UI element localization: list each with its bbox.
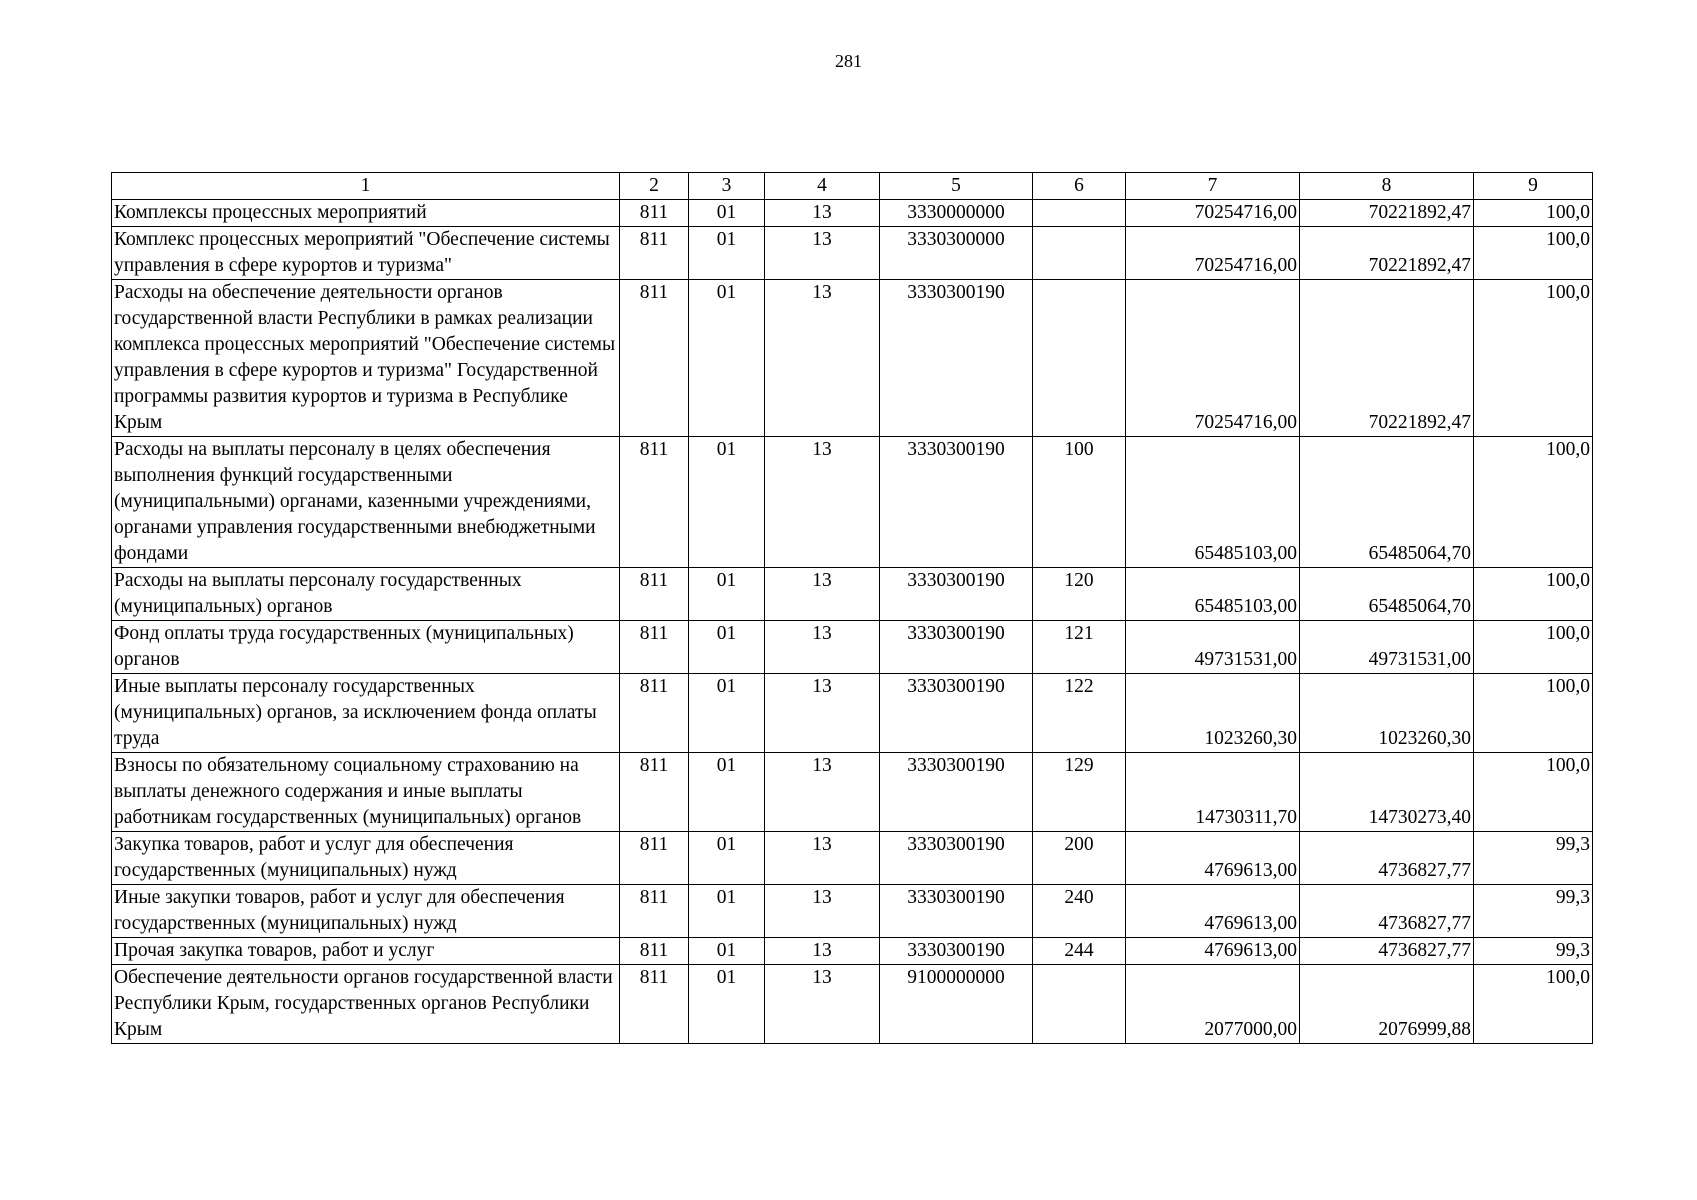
row-executed: 70221892,47: [1300, 227, 1474, 280]
table-row: [112, 965, 1593, 1044]
row-glava: 811: [620, 965, 689, 1044]
row-executed: 1023260,30: [1300, 674, 1474, 753]
row-executed: 4736827,77: [1300, 832, 1474, 885]
row-percent: 100,0: [1474, 200, 1593, 227]
row-glava: 811: [620, 200, 689, 227]
row-glava: 811: [620, 227, 689, 280]
row-executed: 70221892,47: [1300, 280, 1474, 437]
row-pr: 13: [765, 753, 880, 832]
row-pr: 13: [765, 280, 880, 437]
row-rz: 01: [689, 753, 765, 832]
row-vr: 129: [1033, 753, 1126, 832]
row-executed: 4736827,77: [1300, 885, 1474, 938]
table-row: [112, 227, 1593, 280]
row-rz: 01: [689, 885, 765, 938]
row-pr: 13: [765, 885, 880, 938]
row-percent: 100,0: [1474, 753, 1593, 832]
row-percent: 100,0: [1474, 674, 1593, 753]
row-rz: 01: [689, 621, 765, 674]
row-planned: 49731531,00: [1126, 621, 1300, 674]
row-vr: 100: [1033, 437, 1126, 568]
row-csr: 3330300190: [880, 621, 1033, 674]
row-pr: 13: [765, 568, 880, 621]
row-vr: [1033, 965, 1126, 1044]
row-glava: 811: [620, 568, 689, 621]
table-body: [112, 200, 1593, 1044]
row-csr: 9100000000: [880, 965, 1033, 1044]
row-csr: 3330300190: [880, 938, 1033, 965]
row-rz: 01: [689, 938, 765, 965]
row-vr: 200: [1033, 832, 1126, 885]
row-vr: 240: [1033, 885, 1126, 938]
row-planned: 65485103,00: [1126, 568, 1300, 621]
row-percent: 100,0: [1474, 965, 1593, 1044]
row-name: Иные закупки товаров, работ и услуг для обеспечения государственных (муниципальных) нужд: [112, 885, 620, 938]
row-csr: 3330300190: [880, 674, 1033, 753]
budget-table: [111, 172, 1593, 1044]
page-number: 281: [835, 51, 862, 71]
row-rz: 01: [689, 280, 765, 437]
row-glava: 811: [620, 938, 689, 965]
row-csr: 3330300190: [880, 568, 1033, 621]
table-row: [112, 568, 1593, 621]
row-planned: 2077000,00: [1126, 965, 1300, 1044]
row-planned: 4769613,00: [1126, 832, 1300, 885]
header-col-5: 5: [880, 173, 1033, 200]
row-glava: 811: [620, 437, 689, 568]
row-name: Иные выплаты персоналу государственных (муниципальных) органов, за исключением фонда оплаты труда: [112, 674, 620, 753]
row-vr: 121: [1033, 621, 1126, 674]
row-rz: 01: [689, 832, 765, 885]
row-executed: 65485064,70: [1300, 568, 1474, 621]
row-name: Расходы на выплаты персоналу государственных (муниципальных) органов: [112, 568, 620, 621]
row-vr: [1033, 280, 1126, 437]
row-name: Расходы на выплаты персоналу в целях обеспечения выполнения функций государственными (муниципальными) органами, казенными учреждениями, органами управления государственными внебюджетными фондами: [112, 437, 620, 568]
row-planned: 70254716,00: [1126, 200, 1300, 227]
row-percent: 100,0: [1474, 568, 1593, 621]
header-col-8: 8: [1300, 173, 1474, 200]
row-csr: 3330300190: [880, 753, 1033, 832]
row-planned: 4769613,00: [1126, 938, 1300, 965]
row-name: Комплекс процессных мероприятий "Обеспечение системы управления в сфере курортов и туризма": [112, 227, 620, 280]
row-name: Обеспечение деятельности органов государственной власти Республики Крым, государственных органов Республики Крым: [112, 965, 620, 1044]
row-rz: 01: [689, 200, 765, 227]
table-header: [112, 173, 1593, 200]
header-row: [112, 173, 1593, 200]
row-csr: 3330300190: [880, 280, 1033, 437]
row-planned: 65485103,00: [1126, 437, 1300, 568]
row-glava: 811: [620, 753, 689, 832]
row-percent: 100,0: [1474, 227, 1593, 280]
header-col-9: 9: [1474, 173, 1593, 200]
row-planned: 4769613,00: [1126, 885, 1300, 938]
row-executed: 70221892,47: [1300, 200, 1474, 227]
header-col-6: 6: [1033, 173, 1126, 200]
row-rz: 01: [689, 965, 765, 1044]
row-pr: 13: [765, 832, 880, 885]
row-csr: 3330000000: [880, 200, 1033, 227]
row-planned: 1023260,30: [1126, 674, 1300, 753]
row-percent: 100,0: [1474, 437, 1593, 568]
row-glava: 811: [620, 280, 689, 437]
row-name: Закупка товаров, работ и услуг для обеспечения государственных (муниципальных) нужд: [112, 832, 620, 885]
header-col-3: 3: [689, 173, 765, 200]
row-vr: [1033, 200, 1126, 227]
row-vr: 120: [1033, 568, 1126, 621]
row-pr: 13: [765, 200, 880, 227]
table-row: [112, 674, 1593, 753]
row-name: Расходы на обеспечение деятельности органов государственной власти Республики в рамках реализации комплекса процессных мероприятий "Обеспечение системы управления в сфере курортов и туризма" Государственной программы развития курортов и туризма в Республике Крым: [112, 280, 620, 437]
row-glava: 811: [620, 674, 689, 753]
row-vr: [1033, 227, 1126, 280]
row-executed: 4736827,77: [1300, 938, 1474, 965]
row-csr: 3330300190: [880, 885, 1033, 938]
row-percent: 100,0: [1474, 280, 1593, 437]
row-pr: 13: [765, 674, 880, 753]
row-vr: 122: [1033, 674, 1126, 753]
row-pr: 13: [765, 437, 880, 568]
row-pr: 13: [765, 938, 880, 965]
row-planned: 70254716,00: [1126, 227, 1300, 280]
row-vr: 244: [1033, 938, 1126, 965]
table-row: [112, 832, 1593, 885]
table-row: [112, 753, 1593, 832]
row-planned: 70254716,00: [1126, 280, 1300, 437]
table-row: [112, 437, 1593, 568]
row-percent: 99,3: [1474, 832, 1593, 885]
row-csr: 3330300190: [880, 437, 1033, 568]
row-name: Комплексы процессных мероприятий: [112, 200, 620, 227]
row-rz: 01: [689, 437, 765, 568]
row-percent: 100,0: [1474, 621, 1593, 674]
row-rz: 01: [689, 674, 765, 753]
row-executed: 14730273,40: [1300, 753, 1474, 832]
header-col-2: 2: [620, 173, 689, 200]
header-col-4: 4: [765, 173, 880, 200]
table-row: [112, 280, 1593, 437]
row-pr: 13: [765, 227, 880, 280]
row-executed: 65485064,70: [1300, 437, 1474, 568]
header-col-1: 1: [112, 173, 620, 200]
row-rz: 01: [689, 568, 765, 621]
row-csr: 3330300000: [880, 227, 1033, 280]
row-glava: 811: [620, 621, 689, 674]
row-glava: 811: [620, 885, 689, 938]
table-row: [112, 938, 1593, 965]
row-executed: 49731531,00: [1300, 621, 1474, 674]
table-row: [112, 200, 1593, 227]
row-name: Фонд оплаты труда государственных (муниципальных) органов: [112, 621, 620, 674]
row-percent: 99,3: [1474, 885, 1593, 938]
row-name: Прочая закупка товаров, работ и услуг: [112, 938, 620, 965]
header-col-7: 7: [1126, 173, 1300, 200]
row-glava: 811: [620, 832, 689, 885]
table-row: [112, 885, 1593, 938]
row-executed: 2076999,88: [1300, 965, 1474, 1044]
row-pr: 13: [765, 965, 880, 1044]
table-row: [112, 621, 1593, 674]
row-csr: 3330300190: [880, 832, 1033, 885]
row-percent: 99,3: [1474, 938, 1593, 965]
row-pr: 13: [765, 621, 880, 674]
row-planned: 14730311,70: [1126, 753, 1300, 832]
row-name: Взносы по обязательному социальному страхованию на выплаты денежного содержания и иные выплаты работникам государственных (муниципальных) органов: [112, 753, 620, 832]
row-rz: 01: [689, 227, 765, 280]
